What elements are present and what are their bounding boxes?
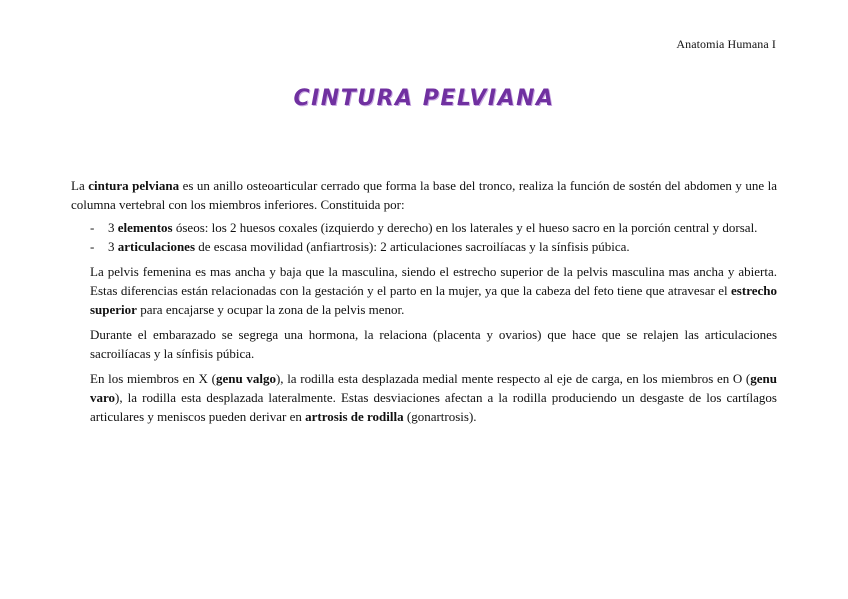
intro-text-2: es un anillo osteoarticular cerrado que forma la base del tronco, realiza la función de sostén del abdomen y une la columna vertebral con los miembros inferiores. Constituida por: — [71, 178, 777, 212]
list-dash: - — [90, 239, 95, 254]
list-item-text-2: óseos: los 2 huesos coxales (izquierdo y derecho) en los laterales y el hueso sacro en la porción central y dorsal. — [172, 220, 758, 235]
para1-text-1: La pelvis femenina es mas ancha y baja que la masculina, siendo el estrecho superior de la pelvis masculina mas ancha y abierta. Estas diferencias están relacionadas con la gestación y el parto en la mujer, ya que la cabeza del feto tiene que atravesar el — [90, 264, 777, 298]
list-item-text-2: de escasa movilidad (anfiartrosis): 2 articulaciones sacroilíacas y la sínfisis púbica. — [195, 239, 630, 254]
para1-text-2: para encajarse y ocupar la zona de la pelvis menor. — [136, 302, 405, 317]
intro-paragraph — [71, 176, 777, 214]
intro-text-1: La — [71, 178, 89, 193]
list-item-bold: articulaciones — [117, 239, 196, 254]
paragraph-pregnancy-hormone — [90, 325, 777, 363]
para3-text-3: ), la rodilla esta desplazada lateralmente. Estas desviaciones afectan a la rodilla produciendo un desgaste de los cartílagos articulares y meniscos pueden derivar en — [90, 390, 777, 424]
list-item-text-1: 3 — [108, 220, 118, 235]
para3-text-1: En los miembros en X ( — [90, 371, 216, 386]
paragraph-knee-deviations — [90, 369, 777, 426]
para3-text-4: (gonartrosis). — [403, 409, 477, 424]
paragraph-pelvis-differences — [90, 262, 777, 319]
para3-text-2: ), la rodilla esta desplazada medial mente respecto al eje de carga, en los miembros en O ( — [275, 371, 751, 386]
list-dash: - — [90, 220, 95, 235]
list-item-text-1: 3 — [108, 239, 118, 254]
page-title: CINTURA PELVIANA — [293, 86, 555, 111]
page-header-course: Anatomia Humana I — [676, 37, 776, 51]
para3-bold-1: genu valgo — [215, 371, 276, 386]
list-item-bold: elementos — [117, 220, 173, 235]
components-list — [71, 218, 777, 256]
intro-bold-term: cintura pelviana — [88, 178, 180, 193]
para2-text-1: Durante el embarazado se segrega una hormona, la relaciona (placenta y ovarios) que hace que se relajen las articulaciones sacroilíacas y la sínfisis púbica. — [90, 327, 777, 361]
list-item — [71, 218, 777, 237]
list-item — [71, 237, 777, 256]
para1-bold: estrecho superior — [90, 283, 777, 317]
document-body — [71, 176, 777, 432]
para3-bold-3: artrosis de rodilla — [305, 409, 404, 424]
para3-bold-2: genu varo — [90, 371, 777, 405]
